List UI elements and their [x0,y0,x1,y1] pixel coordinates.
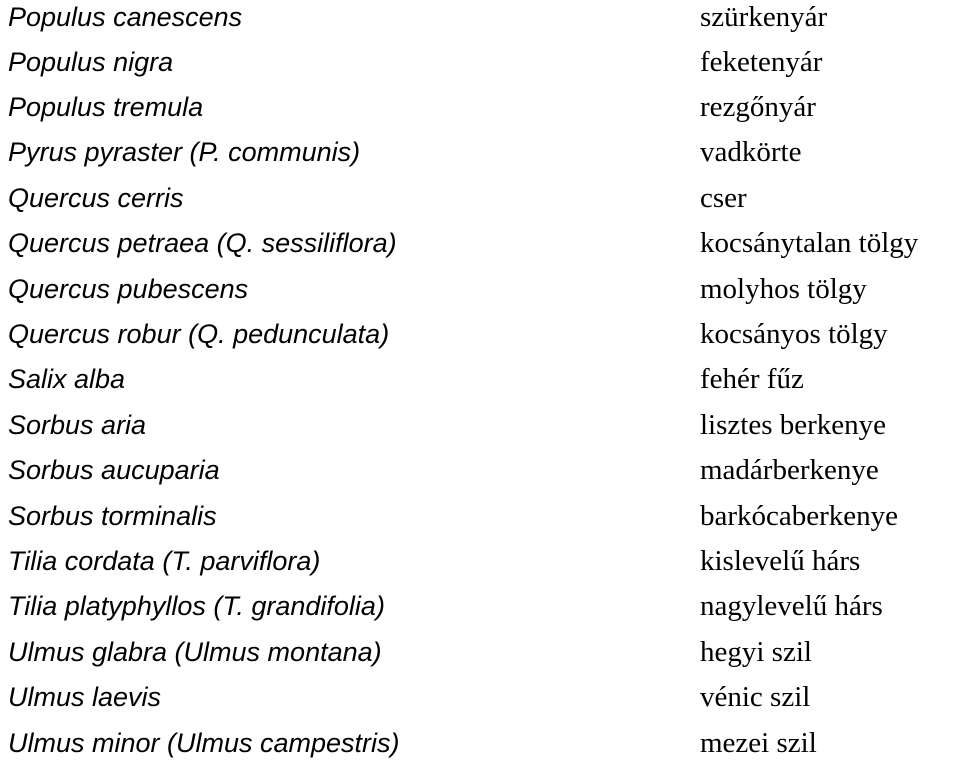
latin-name: Ulmus minor (Ulmus campestris) [8,728,400,758]
species-row [0,226,959,271]
hungarian-name: kocsányos tölgy [700,318,888,350]
latin-name: Quercus pubescens [8,274,249,304]
latin-name: Sorbus torminalis [8,501,217,531]
hungarian-name: hegyi szil [700,636,812,668]
species-row [0,181,959,226]
latin-name: Tilia cordata (T. parviflora) [8,546,321,576]
latin-name: Quercus cerris [8,183,184,213]
hungarian-name: lisztes berkenye [700,409,887,441]
species-row [0,726,959,765]
species-row [0,0,959,45]
hungarian-name: vadkörte [700,136,802,168]
species-row [0,499,959,544]
latin-name: Salix alba [8,364,126,394]
latin-name: Quercus robur (Q. pedunculata) [8,319,390,349]
latin-name: Populus tremula [8,92,204,122]
species-row [0,544,959,589]
latin-name: Tilia platyphyllos (T. grandifolia) [8,591,385,621]
hungarian-name: feketenyár [700,46,823,78]
species-row [0,589,959,634]
latin-name: Sorbus aucuparia [8,455,220,485]
hungarian-name: kocsánytalan tölgy [700,227,919,259]
hungarian-name: vénic szil [700,681,811,713]
hungarian-name: rezgőnyár [700,91,816,123]
species-row [0,453,959,498]
species-row [0,635,959,680]
hungarian-name: mezei szil [700,727,817,759]
hungarian-name: madárberkenye [700,454,879,486]
hungarian-name: molyhos tölgy [700,273,867,305]
latin-name: Populus nigra [8,47,174,77]
latin-name: Populus canescens [8,2,243,32]
latin-name: Ulmus laevis [8,682,162,712]
species-row [0,317,959,362]
latin-name: Ulmus glabra (Ulmus montana) [8,637,382,667]
species-row [0,135,959,180]
species-row [0,680,959,725]
species-row [0,362,959,407]
hungarian-name: cser [700,182,747,214]
species-row [0,45,959,90]
latin-name: Quercus petraea (Q. sessiliflora) [8,228,397,258]
hungarian-name: szürkenyár [700,1,828,33]
hungarian-name: fehér fűz [700,363,804,395]
hungarian-name: nagylevelű hárs [700,590,883,622]
latin-name: Sorbus aria [8,410,147,440]
hungarian-name: kislevelű hárs [700,545,861,577]
hungarian-name: barkócaberkenye [700,500,899,532]
latin-name: Pyrus pyraster (P. communis) [8,137,361,167]
species-row [0,272,959,317]
species-row [0,90,959,135]
species-row [0,408,959,453]
